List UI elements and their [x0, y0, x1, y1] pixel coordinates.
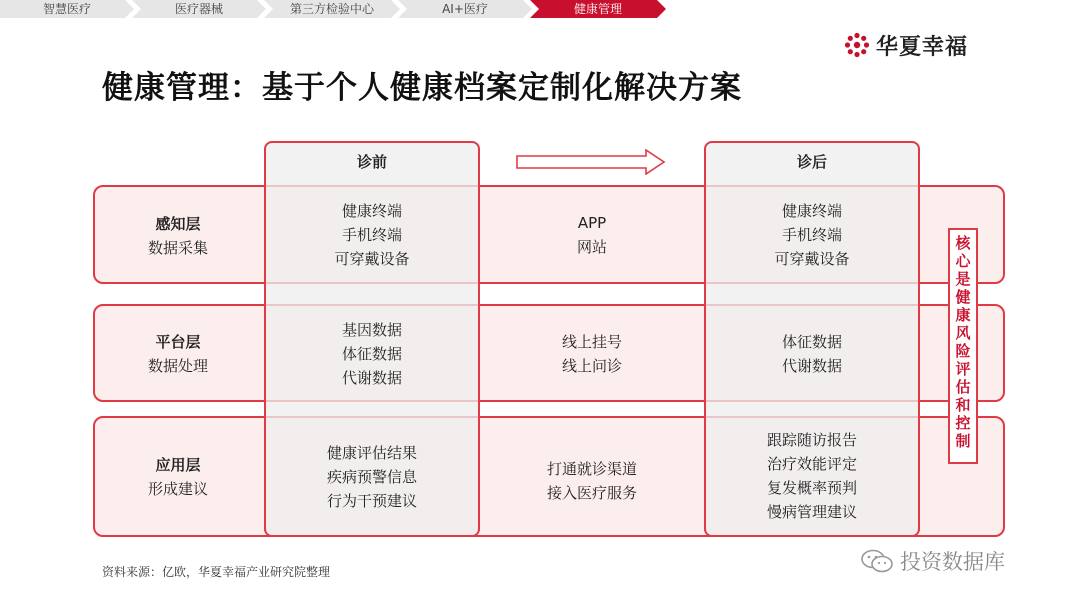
- column-header-post: 诊后: [796, 153, 827, 171]
- row-label-platform: 平台层 数据处理: [147, 333, 208, 375]
- flower-logo-icon: [844, 32, 870, 58]
- nav-item-ai-medical[interactable]: AI+医疗: [398, 0, 532, 18]
- logo-text: 华夏幸福: [876, 34, 969, 60]
- nav-item-third-party-lab[interactable]: 第三方检验中心: [264, 0, 400, 18]
- pre-cell-application: 健康评估结果 疾病预警信息 行为干预建议: [326, 444, 417, 510]
- column-header-pre: 诊前: [356, 153, 387, 171]
- post-cell-perception: 健康终端 手机终端 可穿戴设备: [774, 202, 850, 268]
- pre-cell-perception: 健康终端 手机终端 可穿戴设备: [334, 202, 410, 268]
- row-label-application: 应用层 形成建议: [147, 456, 208, 498]
- post-cell-platform: 体征数据 代谢数据: [781, 333, 842, 375]
- top-nav: [0, 0, 668, 18]
- post-cell-application: 跟踪随访报告 治疗效能评定 复发概率预判 慢病管理建议: [766, 431, 857, 521]
- mid-cell-platform: 线上挂号 线上问诊: [561, 333, 622, 375]
- company-logo: [844, 31, 968, 59]
- source-note: 资料来源：亿欧，华夏幸福产业研究院整理: [102, 565, 331, 579]
- core-risk-label: 核 心 是 健 康 风 险 评 估 和 控 制: [948, 228, 978, 464]
- watermark-text: 投资数据库: [900, 550, 1005, 574]
- nav-item-medical-devices[interactable]: 医疗器械: [132, 0, 266, 18]
- wechat-icon: [860, 549, 894, 573]
- mid-cell-application: 打通就诊渠道 接入医疗服务: [546, 460, 637, 502]
- nav-item-health-management[interactable]: 健康管理: [530, 0, 666, 18]
- watermark: [860, 546, 1005, 576]
- nav-item-smart-medical[interactable]: 智慧医疗: [0, 0, 134, 18]
- mid-cell-perception: APP 网站: [576, 214, 607, 256]
- row-label-perception: 感知层 数据采集: [147, 215, 208, 257]
- pre-cell-platform: 基因数据 体征数据 代谢数据: [341, 321, 402, 387]
- right-arrow-icon: [516, 149, 666, 175]
- page-title: 健康管理：基于个人健康档案定制化解决方案: [102, 70, 742, 106]
